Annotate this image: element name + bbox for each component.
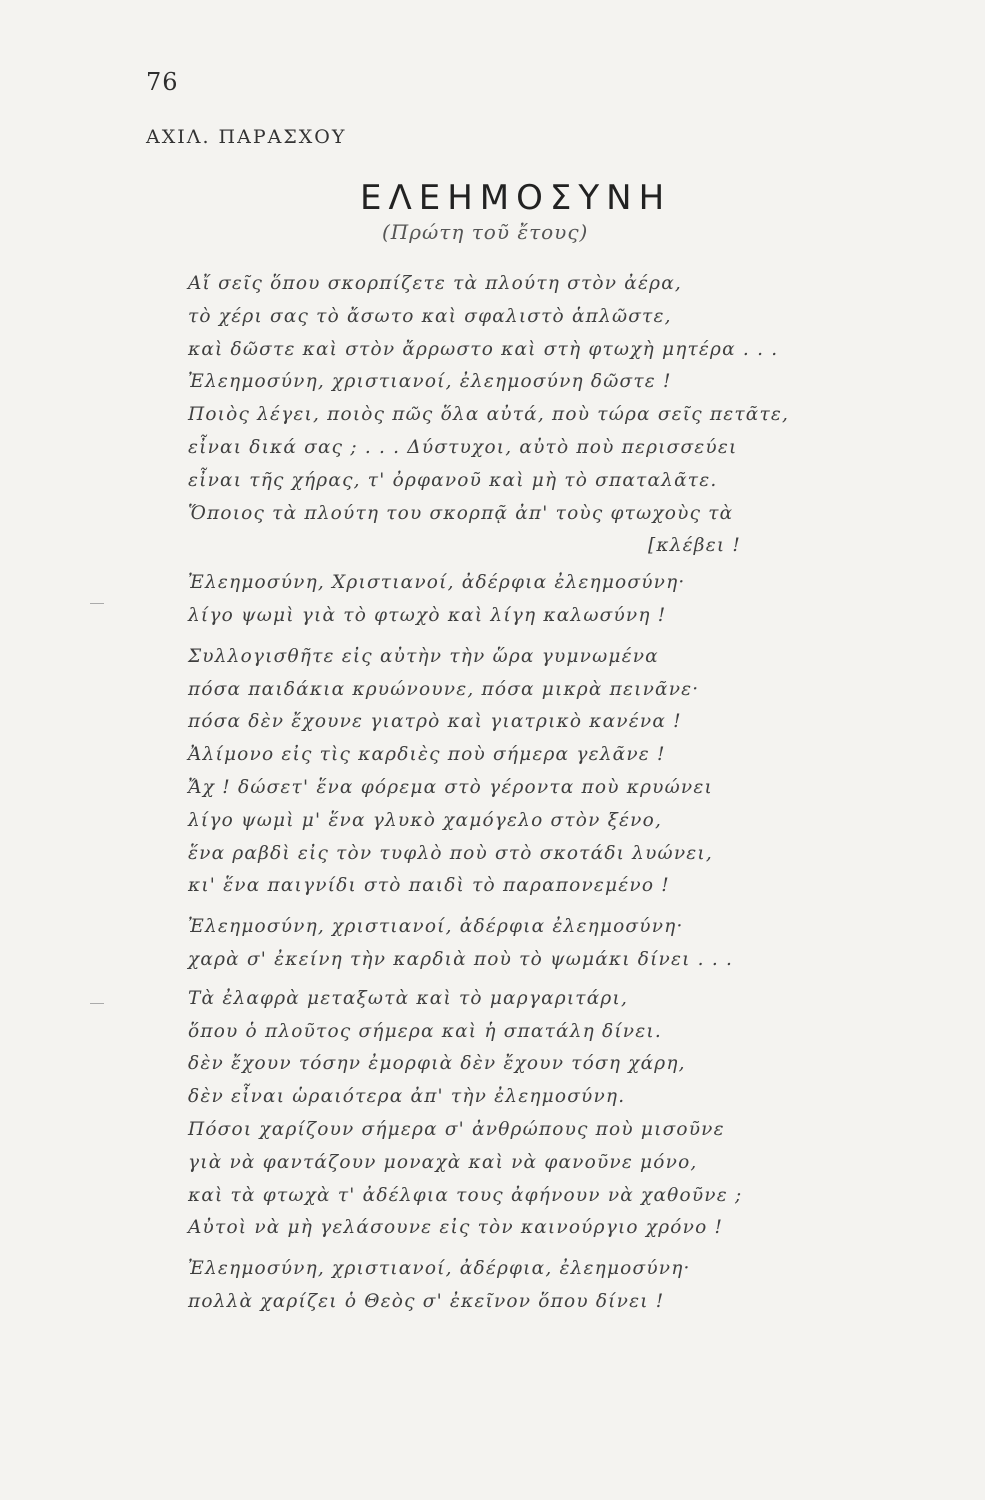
poem-line: Ποιὸς λέγει, ποιὸς πῶς ὅλα αὐτά, ποὺ τώρα σεῖς πετᾶτε,: [188, 404, 790, 426]
poem-line: πόσα δὲν ἔχουνε γιατρὸ καὶ γιατρικὸ κανένα !: [188, 711, 682, 733]
page-number: 76: [146, 68, 179, 96]
poem-line: Ὅποιος τὰ πλούτη του σκορπᾷ ἀπ' τοὺς φτωχοὺς τὰ: [188, 502, 734, 524]
poem-line: πόσα παιδάκια κρυώνουνε, πόσα μικρὰ πεινᾶνε·: [188, 678, 700, 700]
poem-body: [188, 268, 868, 1319]
poem-line: χαρὰ σ' ἐκείνη τὴν καρδιὰ ποὺ τὸ ψωμάκι δίνει . . .: [188, 948, 734, 970]
poem-line: Ἄχ ! δώσετ' ἕνα φόρεμα στὸ γέροντα ποὺ κρυώνει: [188, 776, 713, 798]
poem-line: δὲν εἶναι ὡραιότερα ἀπ' τὴν ἐλεημοσύνη.: [188, 1086, 626, 1108]
poem-subtitle: (Πρώτη τοῦ ἔτους): [382, 220, 589, 244]
stanza-2: [188, 567, 868, 633]
poem-line: εἶναι δικά σας ; . . . Δύστυχοι, αὐτὸ ποὺ περισσεύει: [188, 436, 738, 458]
poem-line-continuation: [κλέβει !: [648, 535, 741, 557]
poem-line: λίγο ψωμὶ μ' ἕνα γλυκὸ χαμόγελο στὸν ξένο,: [188, 809, 663, 831]
poem-line: Πόσοι χαρίζουν σήμερα σ' ἀνθρώπους ποὺ μισοῦνε: [188, 1118, 725, 1140]
poem-line: Αὐτοὶ νὰ μὴ γελάσουνε εἰς τὸν καινούργιο χρόνο !: [188, 1217, 724, 1239]
poem-line: καὶ τὰ φτωχὰ τ' ἀδέλφια τους ἀφήνουν νὰ χαθοῦνε ;: [188, 1184, 743, 1206]
poem-line: ἕνα ραβδὶ εἰς τὸν τυφλὸ ποὺ στὸ σκοτάδι λυώνει,: [188, 842, 713, 864]
poem-line: κι' ἕνα παιγνίδι στὸ παιδὶ τὸ παραπονεμένο !: [188, 875, 670, 897]
page-edge-mark: [90, 603, 104, 604]
stanza-5: [188, 983, 868, 1245]
stanza-1: [188, 268, 868, 563]
poem-line: Ἐλεημοσύνη, χριστιανοί, ἀδέρφια ἐλεημοσύνη·: [188, 916, 684, 938]
poem-line: Συλλογισθῆτε εἰς αὐτὴν τὴν ὥρα γυμνωμένα: [188, 645, 659, 667]
poem-line: πολλὰ χαρίζει ὁ Θεὸς σ' ἐκεῖνον ὅπου δίνει !: [188, 1290, 665, 1312]
poem-line: γιὰ νὰ φαντάζουν μοναχὰ καὶ νὰ φανοῦνε μόνο,: [188, 1151, 698, 1173]
stanza-6: [188, 1253, 868, 1319]
poem-line: εἶναι τῆς χήρας, τ' ὀρφανοῦ καὶ μὴ τὸ σπαταλᾶτε.: [188, 469, 718, 491]
poem-line: τὸ χέρι σας τὸ ἄσωτο καὶ σφαλιστὸ ἁπλῶστε,: [188, 305, 672, 327]
poem-line: Ἀλίμονο εἰς τὶς καρδιὲς ποὺ σήμερα γελᾶνε !: [188, 744, 666, 766]
poem-line: Ἐλεημοσύνη, χριστιανοί, ἀδέρφια, ἐλεημοσύνη·: [188, 1258, 691, 1280]
poem-line: Αἴ σεῖς ὅπου σκορπίζετε τὰ πλούτη στὸν ἀέρα,: [188, 273, 682, 294]
poem-line: Τὰ ἐλαφρὰ μεταξωτὰ καὶ τὸ μαργαριτάρι,: [188, 987, 629, 1009]
poem-line: λίγο ψωμὶ γιὰ τὸ φτωχὸ καὶ λίγη καλωσύνη !: [188, 604, 667, 626]
poem-line: Ἐλεημοσύνη, χριστιανοί, ἐλεημοσύνη δῶστε !: [188, 371, 672, 393]
stanza-3: [188, 641, 868, 903]
poem-line: δὲν ἔχουν τόσην ἐμορφιὰ δὲν ἔχουν τόση χάρη,: [188, 1053, 686, 1075]
poem-line: καὶ δῶστε καὶ στὸν ἄρρωστο καὶ στὴ φτωχὴ μητέρα . . .: [188, 338, 779, 360]
poem-line: ὅπου ὁ πλοῦτος σήμερα καὶ ἡ σπατάλη δίνει.: [188, 1020, 662, 1042]
poem-title: ΕΛΕΗΜΟΣΥΝΗ: [360, 178, 672, 218]
poem-line: Ἐλεημοσύνη, Χριστιανοί, ἀδέρφια ἐλεημοσύνη·: [188, 572, 686, 594]
page-edge-mark: [90, 1003, 104, 1004]
stanza-4: [188, 911, 868, 977]
author-header: ΑΧΙΛ. ΠΑΡΑΣΧΟΥ: [146, 126, 347, 148]
